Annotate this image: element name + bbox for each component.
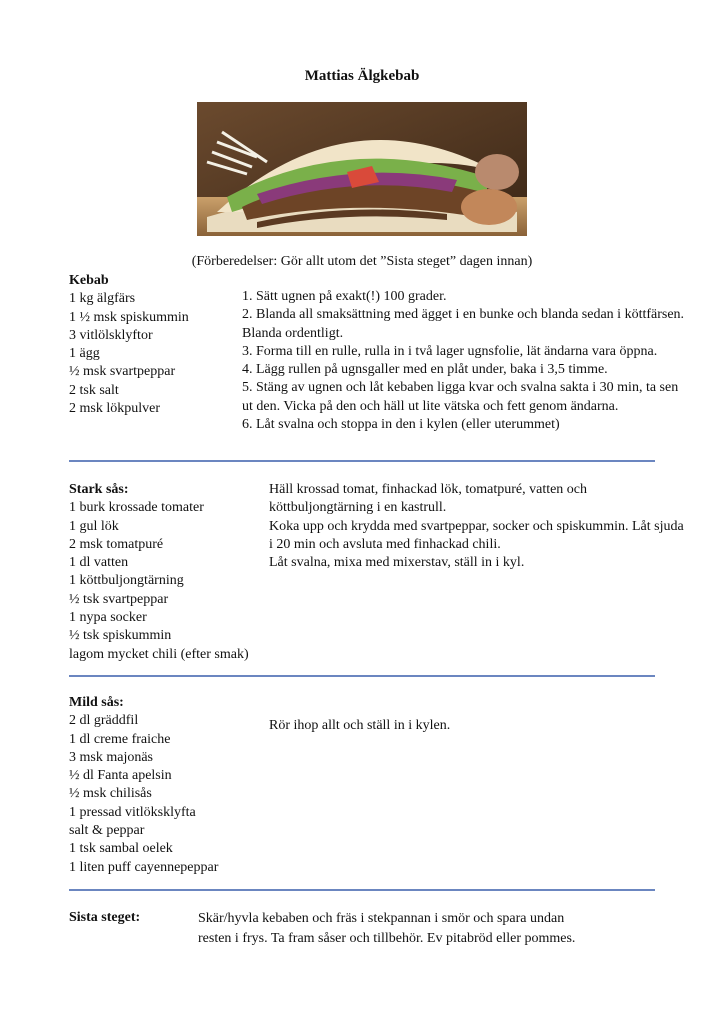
mild-sas-heading: Mild sås: bbox=[69, 695, 124, 710]
final-step-heading: Sista steget: bbox=[69, 910, 141, 925]
instruction-line: Koka upp och krydda med svartpeppar, socker och spiskummin. Låt sjuda bbox=[269, 518, 684, 534]
list-item: lagom mycket chili (efter smak) bbox=[69, 646, 249, 662]
list-item: 1 dl vatten bbox=[69, 555, 129, 571]
list-item: 2 msk lökpulver bbox=[69, 401, 160, 417]
list-item: 1 liten puff cayennepeppar bbox=[69, 859, 219, 875]
step-line: 1. Sätt ugnen på exakt(!) 100 grader. bbox=[242, 289, 447, 304]
instruction-line: Låt svalna, mixa med mixerstav, ställ in i kyl. bbox=[269, 555, 525, 571]
list-item: 1 gul lök bbox=[69, 518, 119, 534]
list-item: 2 msk tomatpuré bbox=[69, 536, 164, 552]
list-item: 3 msk majonäs bbox=[69, 749, 153, 765]
section-divider bbox=[69, 675, 655, 677]
stark-sas-heading: Stark sås: bbox=[69, 482, 129, 497]
list-item: ½ tsk spiskummin bbox=[69, 628, 172, 644]
step-line: 6. Låt svalna och stoppa in den i kylen (eller uterummet) bbox=[242, 417, 560, 433]
list-item: 1 ½ msk spiskummin bbox=[69, 309, 189, 325]
list-item: ½ tsk svartpeppar bbox=[69, 591, 169, 607]
list-item: 1 ägg bbox=[69, 346, 100, 362]
instruction-line: Rör ihop allt och ställ in i kylen. bbox=[269, 718, 451, 733]
list-item: ½ msk svartpeppar bbox=[69, 364, 176, 380]
list-item: 1 köttbuljongtärning bbox=[69, 573, 184, 589]
section-divider bbox=[69, 889, 655, 891]
stark-sas-ingredients bbox=[69, 481, 249, 664]
step-line: 2. Blanda all smaksättning med ägget i en bunke och blanda sedan i köttfärsen. bbox=[242, 307, 685, 323]
preparation-note: (Förberedelser: Gör allt utom det ”Sista steget” dagen innan) bbox=[191, 254, 533, 269]
step-line: 4. Lägg rullen på ugnsgaller med en plåt under, baka i 3,5 timme. bbox=[242, 362, 608, 378]
list-item: 1 tsk sambal oelek bbox=[69, 841, 173, 857]
list-item: ½ dl Fanta apelsin bbox=[69, 768, 172, 784]
final-step-text bbox=[198, 909, 575, 948]
step-line: 5. Stäng av ugnen och låt kebaben ligga kvar och svalna sakta i 30 min, ta sen bbox=[242, 380, 679, 396]
kebab-heading: Kebab bbox=[69, 273, 109, 288]
mild-sas-instructions bbox=[269, 717, 450, 735]
section-divider bbox=[69, 460, 655, 462]
step-line: 3. Forma till en rulle, rulla in i två lager ugnsfolie, lät ändarna vara öppna. bbox=[242, 343, 658, 359]
instruction-line: i 20 min och avsluta med finhackad chili. bbox=[269, 536, 501, 552]
stark-sas-instructions bbox=[269, 481, 684, 572]
mild-sas-ingredients bbox=[69, 694, 218, 877]
list-item: 2 dl gräddfil bbox=[69, 713, 139, 729]
instruction-line: köttbuljongtärning i en kastrull. bbox=[269, 500, 447, 516]
kebab-photo bbox=[197, 102, 527, 236]
page-title: Mattias Älgkebab bbox=[304, 68, 420, 84]
kebab-ingredients bbox=[69, 272, 189, 418]
list-item: 1 dl creme fraiche bbox=[69, 731, 171, 747]
final-step-line: resten i frys. Ta fram såser och tillbehör. Ev pitabröd eller pommes. bbox=[198, 930, 576, 946]
step-line: Blanda ordentligt. bbox=[242, 325, 344, 341]
list-item: 1 pressad vitlöksklyfta bbox=[69, 804, 196, 820]
list-item: 3 vitlölsklyftor bbox=[69, 327, 153, 343]
list-item: 2 tsk salt bbox=[69, 382, 119, 398]
step-line: ut den. Vicka på den och häll ut lite vätska och fett genom ändarna. bbox=[242, 398, 619, 414]
final-step-line: Skär/hyvla kebaben och fräs i stekpannan i smör och spara undan bbox=[198, 911, 565, 926]
list-item: 1 kg älgfärs bbox=[69, 291, 136, 307]
instruction-line: Häll krossad tomat, finhackad lök, tomatpuré, vatten och bbox=[269, 482, 588, 497]
list-item: ½ msk chilisås bbox=[69, 786, 152, 802]
kebab-steps bbox=[242, 288, 684, 434]
list-item: 1 burk krossade tomater bbox=[69, 500, 204, 516]
list-item: 1 nypa socker bbox=[69, 610, 147, 626]
list-item: salt & peppar bbox=[69, 823, 145, 839]
